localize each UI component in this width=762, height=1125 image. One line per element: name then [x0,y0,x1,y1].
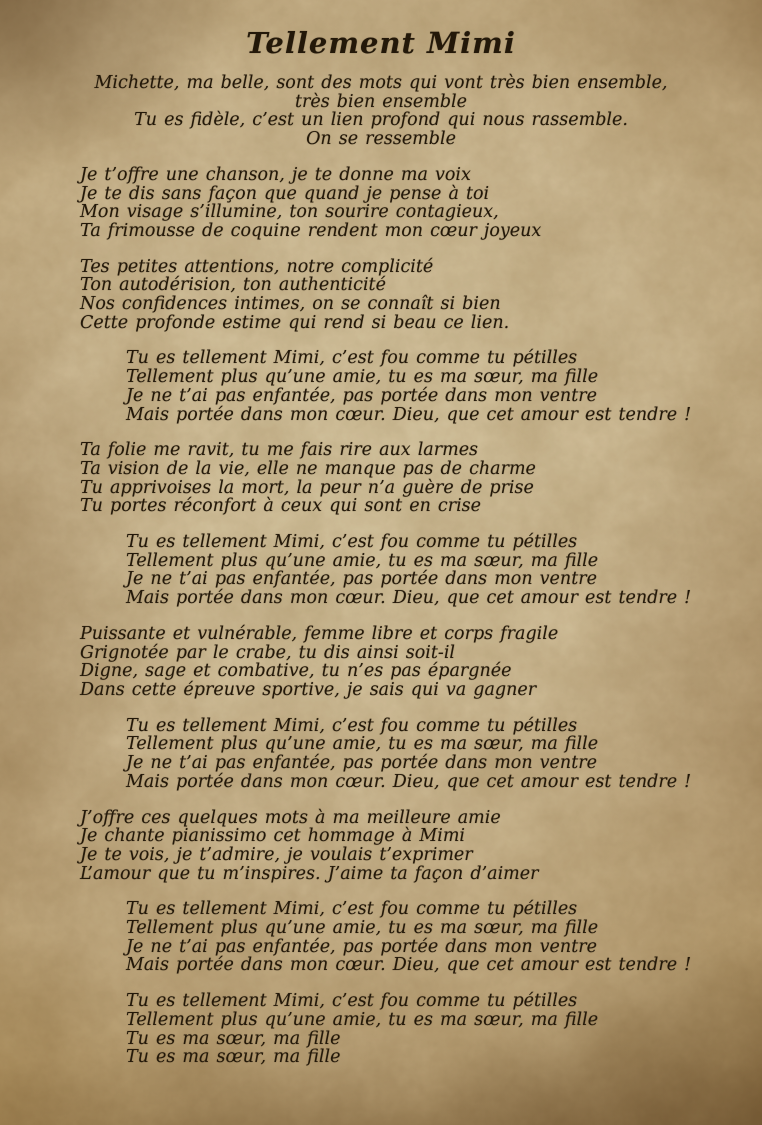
lyric-line: Tu es fidèle, c’est un lien profond qui nous rassemble. [134,110,628,131]
lyric-line: Michette, ma belle, sont des mots qui vont très bien ensemble, [94,73,668,93]
lyric-line: J’offre ces quelques mots à ma meilleure amie [80,807,501,828]
lyric-line: Je ne t’ai pas enfantée, pas portée dans mon ventre [126,569,597,590]
stanza-verse [56,809,706,884]
lyric-line: Je t’offre une chanson, je te donne ma voix [80,164,471,185]
lyric-line: Ta vision de la vie, elle ne manque pas de charme [80,458,536,479]
lyric-line: Tu es tellement Mimi, c’est fou comme tu pétilles [126,348,578,369]
lyric-line: Cette profonde estime qui rend si beau ce lien. [80,312,510,333]
lyric-line: Tu portes réconfort à ceux qui sont en crise [80,496,482,517]
stanza-chorus [56,900,706,975]
lyric-line: Puissante et vulnérable, femme libre et corps fragile [80,623,559,644]
lyric-line: très bien ensemble [294,91,467,112]
stanza-outro [56,992,706,1067]
lyric-line: Je te vois, je t’admire, je voulais t’exprimer [80,844,473,865]
lyric-line: Je chante pianissimo cet hommage à Mimi [80,826,466,847]
lyric-line: Mais portée dans mon cœur. Dieu, que cet amour est tendre ! [126,588,692,609]
lyric-line: Tu es tellement Mimi, c’est fou comme tu pétilles [126,532,578,553]
lyric-line: Dans cette épreuve sportive, je sais qui va gagner [80,679,537,700]
lyric-line: L’amour que tu m’inspires. J’aime ta façon d’aimer [80,863,539,884]
lyric-line: Tellement plus qu’une amie, tu es ma sœur, ma fille [126,550,599,571]
stanza-verse [56,441,706,516]
lyric-line: Tu apprivoises la mort, la peur n’a guère de prise [80,477,534,498]
lyric-line: Digne, sage et combative, tu n’es pas épargnée [80,661,512,682]
lyric-line: Tellement plus qu’une amie, tu es ma sœur, ma fille [126,1009,599,1030]
lyric-line: Nos confidences intimes, on se connaît si bien [80,294,501,315]
lyric-line: Mais portée dans mon cœur. Dieu, que cet amour est tendre ! [126,955,692,976]
lyric-line: Mais portée dans mon cœur. Dieu, que cet amour est tendre ! [126,771,692,792]
stanza-chorus [56,533,706,608]
lyrics [56,74,706,1067]
stanza-verse [56,166,706,241]
lyric-line: On se ressemble [306,129,456,150]
page-title: Tellement Mimi [246,26,516,60]
lyric-line: Ta folie me ravit, tu me fais rire aux larmes [80,440,479,461]
lyric-line: Tellement plus qu’une amie, tu es ma sœur, ma fille [126,918,599,939]
stanza-verse [56,258,706,333]
lyric-line: Ta frimousse de coquine rendent mon cœur joyeux [80,220,542,241]
lyric-line: Tes petites attentions, notre complicité [80,256,434,277]
lyric-line: Grignotée par le crabe, tu dis ainsi soit-il [80,642,456,663]
lyric-line: Je te dis sans façon que quand je pense à toi [80,183,490,204]
stanza-intro [56,74,706,149]
stanza-verse [56,625,706,700]
lyric-line: Tellement plus qu’une amie, tu es ma sœur, ma fille [126,367,599,388]
lyric-line: Mon visage s’illumine, ton sourire contagieux, [80,202,499,223]
lyric-line: Je ne t’ai pas enfantée, pas portée dans mon ventre [126,936,597,957]
lyric-line: Je ne t’ai pas enfantée, pas portée dans mon ventre [126,385,597,406]
lyric-line: Tu es ma sœur, ma fille [126,1047,341,1068]
lyric-line: Tu es tellement Mimi, c’est fou comme tu pétilles [126,899,578,920]
lyric-line: Mais portée dans mon cœur. Dieu, que cet amour est tendre ! [126,404,692,425]
lyric-line: Ton autodérision, ton authenticité [80,275,386,296]
lyric-line: Je ne t’ai pas enfantée, pas portée dans mon ventre [126,753,597,774]
lyric-line: Tu es ma sœur, ma fille [126,1028,341,1049]
stanza-chorus [56,349,706,424]
lyric-line: Tu es tellement Mimi, c’est fou comme tu pétilles [126,715,578,736]
stanza-chorus [56,717,706,792]
lyric-line: Tellement plus qu’une amie, tu es ma sœur, ma fille [126,734,599,755]
lyric-line: Tu es tellement Mimi, c’est fou comme tu pétilles [126,991,578,1012]
